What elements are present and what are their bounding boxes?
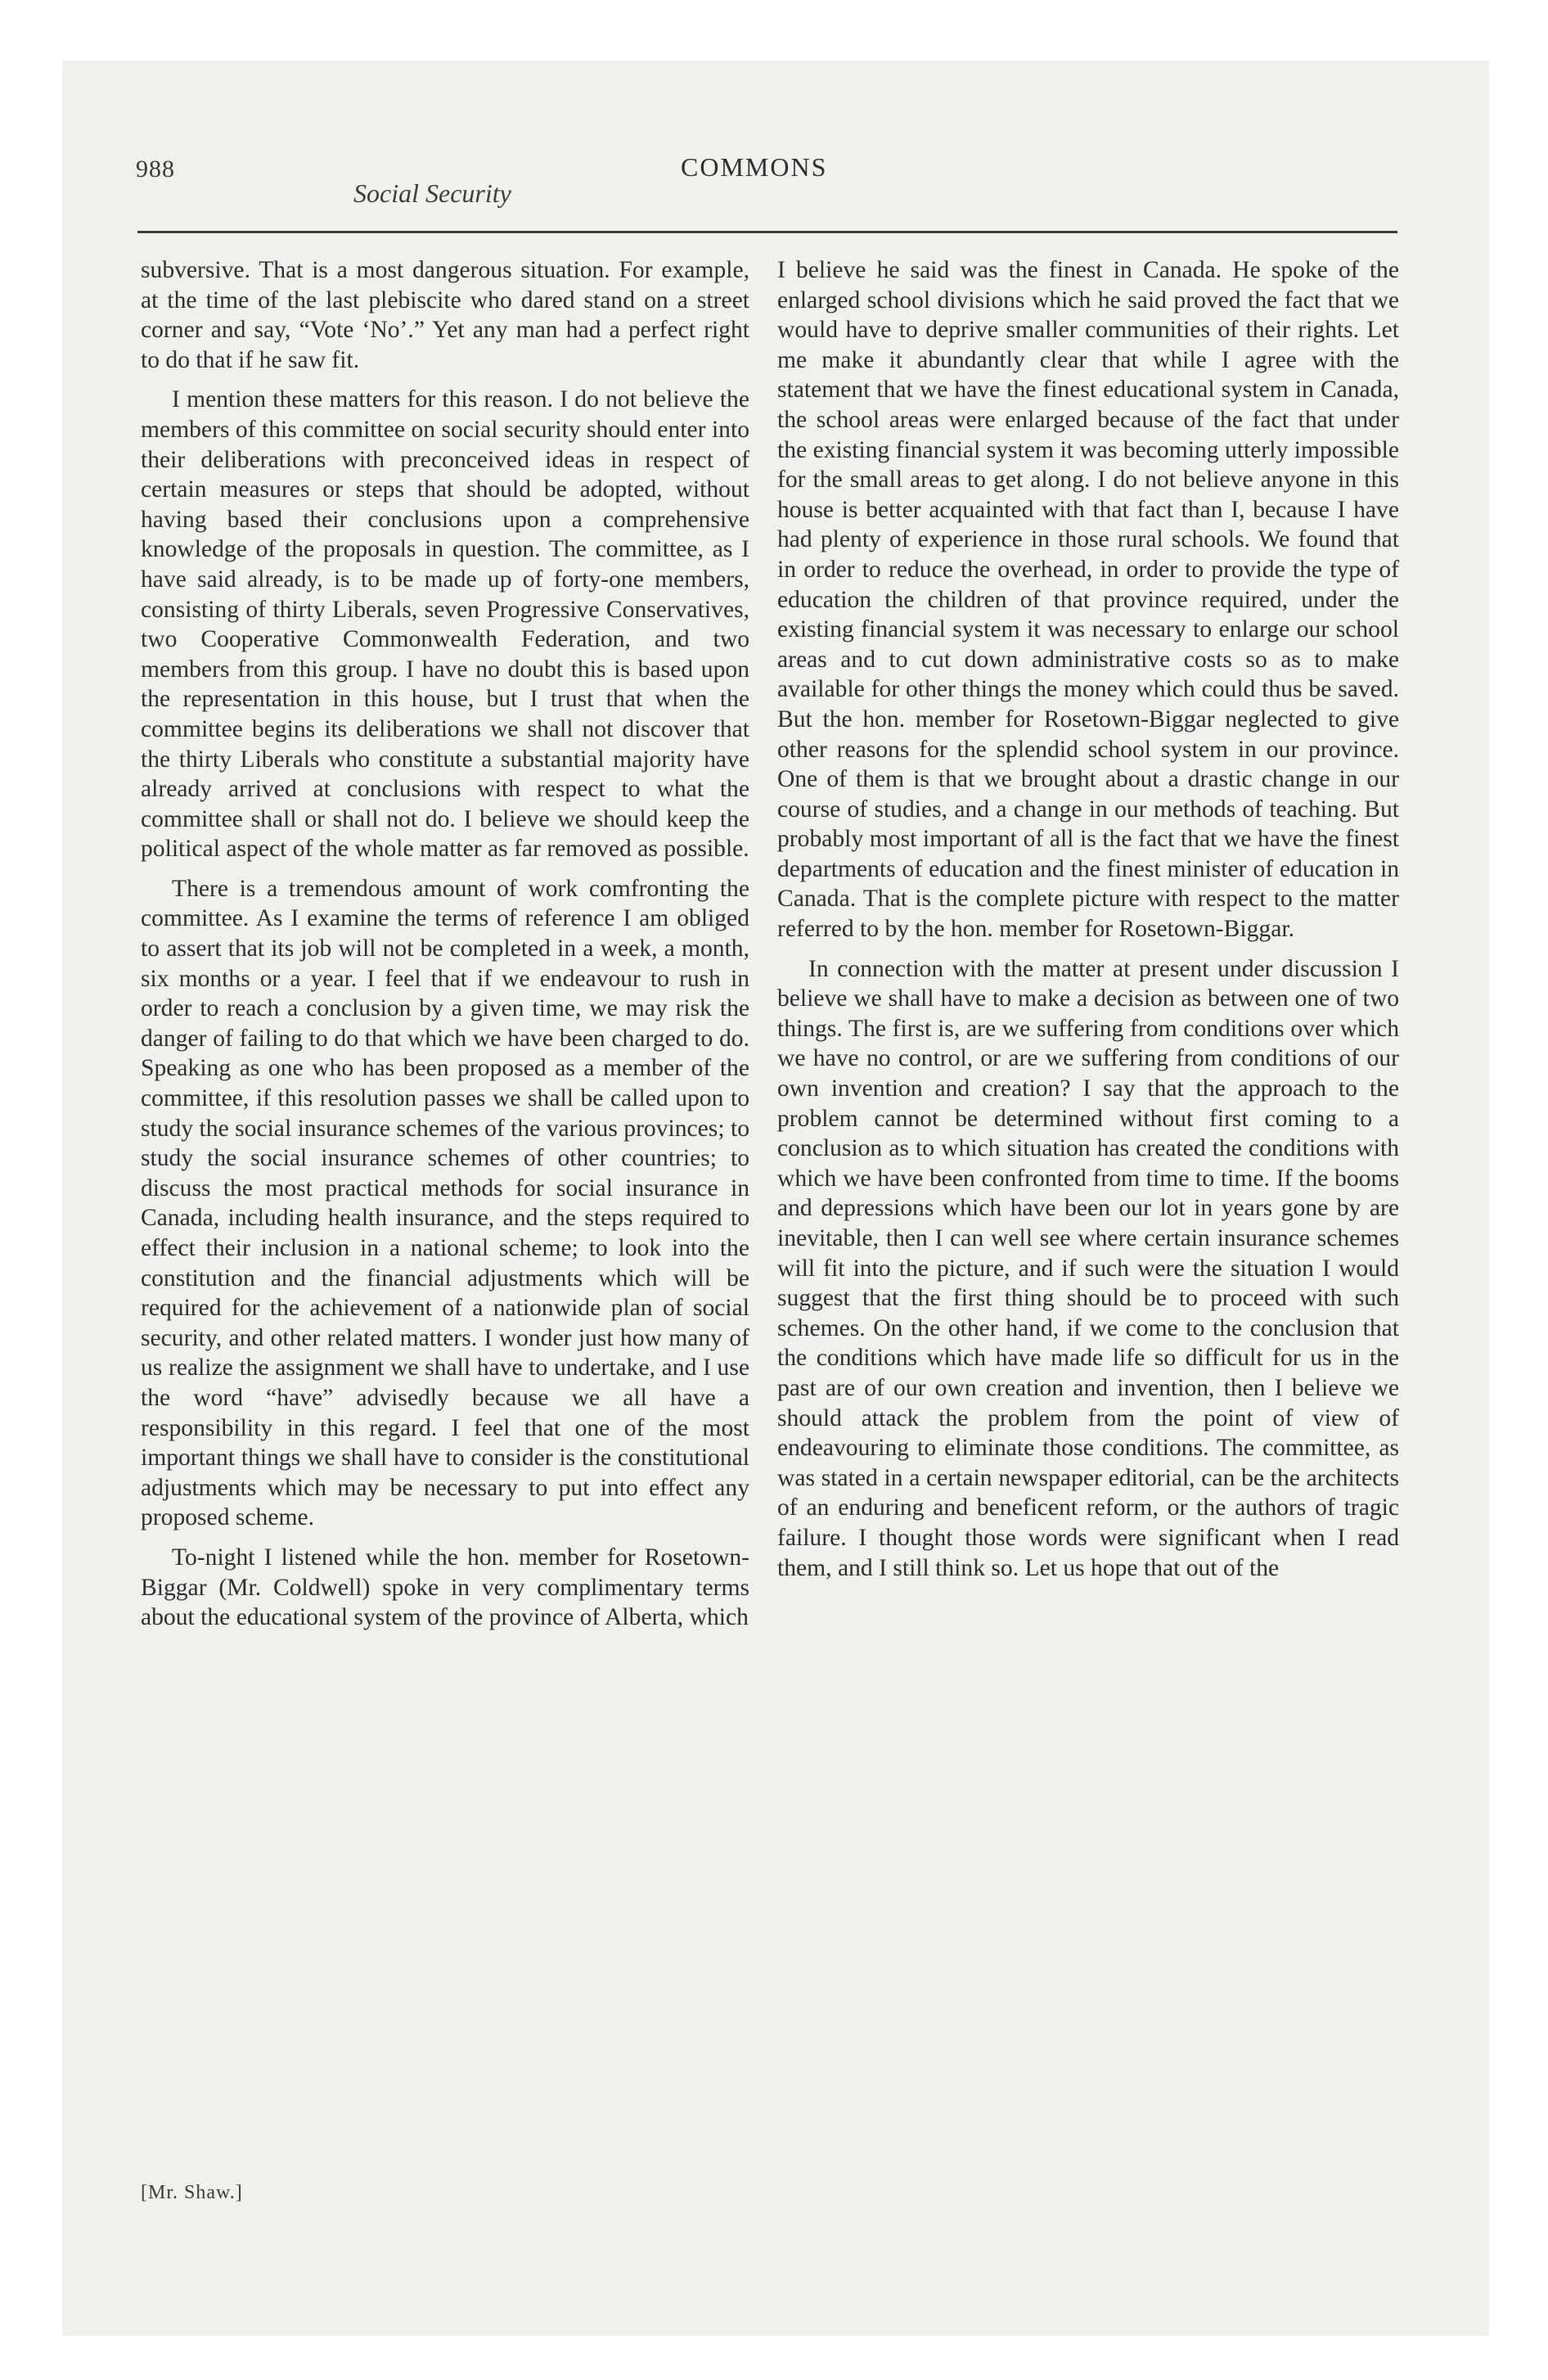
- paragraph: In connection with the matter at present under discussion I believe we shall have to make a decision as between one of two things. The first is, are we suffering from conditions over which we have no control, or are we suffering from conditions of our own invention and creation? I say that the approach to the problem cannot be determined without first coming to a conclusion as to which situation has created the conditions with which we have been confronted from time to time. If the booms and depressions which have been our lot in years gone by are inevitable, then I can well see where certain insurance schemes will fit into the picture, and if such were the situation I would suggest that the first thing should be to proceed with such schemes. On the other hand, if we come to the conclusion that the conditions which have made life so difficult for us in the past are of our own creation and invention, then I believe we should attack the problem from the point of view of endeavouring to eliminate those conditions. The committee, as was stated in a certain newspaper editorial, can be the architects of an enduring and beneficent reform, or the authors of tragic failure. I thought those words were significant when I read them, and I still think so. Let us hope that out of the: [777, 955, 1399, 1581]
- paragraph: I mention these matters for this reason. I do not believe the members of this committee on social security should enter into their deliberations with preconceived ideas in respect of certain measures or steps that should be adopted, without having based their conclusions upon a comprehensive knowledge of the proposals in question. The committee, as I have said already, is to be made up of forty-one members, consisting of thirty Liberals, seven Progressive Conservatives, two Cooperative Commonwealth Federation, and two members from this group. I have no doubt this is based upon the representation in this house, but I trust that when the committee begins its deliberations we shall not discover that the thirty Liberals who constitute a substantial majority have already arrived at conclusions with respect to what the committee shall or shall not do. I believe we should keep the political aspect of the whole matter as far removed as possible.: [141, 386, 749, 863]
- section-title: Social Security: [353, 178, 511, 208]
- paragraph: I believe he said was the finest in Canada. He spoke of the enlarged school divisions which he said proved the fact that we would have to deprive smaller communities of their rights. Let me make it abundantly clear that while I agree with the statement that we have the finest educational system in Canada, the school areas were enlarged because of the fact that under the existing financial system it was becoming utterly impossible for the small areas to get along. I do not believe anyone in this house is better acquainted with that fact than I, because I have had plenty of experience in those rural schools. We found that in order to reduce the overhead, in order to provide the type of education the children of that province required, under the existing financial system it was necessary to enlarge our school areas and to cut down administrative costs so as to make available for other things the money which could thus be saved. But the hon. member for Rosetown-Biggar neglected to give other reasons for the splendid school system in our province. One of them is that we brought about a drastic change in our course of studies, and a change in our methods of teaching. But probably most important of all is the fact that we have the finest departments of education and the finest minister of education in Canada. That is the complete picture with respect to the matter referred to by the hon. member for Rosetown-Biggar.: [777, 257, 1399, 943]
- page-header: [75, 90, 1473, 229]
- page-number: 988: [136, 156, 175, 183]
- left-column: [141, 255, 749, 1643]
- running-head: COMMONS: [681, 152, 828, 182]
- paragraph: There is a tremendous amount of work comfronting the committee. As I examine the terms of reference I am obliged to assert that its job will not be completed in a week, a month, six months or a year. I feel that if we endeavour to rush in order to reach a conclusion by a given time, we may risk the danger of failing to do that which we have been charged to do. Speaking as one who has been proposed as a member of the committee, if this resolution passes we shall be called upon to study the social insurance schemes of the various provinces; to study the social insurance schemes of other countries; to discuss the most practical methods for social insurance in Canada, including health insurance, and the steps required to effect their inclusion in a national scheme; to look into the constitution and the financial adjustments which will be required for the achievement of a nationwide plan of social security, and other related matters. I wonder just how many of us realize the assignment we shall have to undertake, and I use the word “have” advisedly because we all have a responsibility in this regard. I feel that one of the most important things we shall have to consider is the constitutional adjustments which may be necessary to put into effect any proposed scheme.: [141, 875, 749, 1531]
- speaker-note: [Mr. Shaw.]: [141, 2182, 243, 2203]
- paragraph: subversive. That is a most dangerous situation. For example, at the time of the last plebiscite who dared stand on a street corner and say, “Vote ‘No’.” Yet any man had a perfect right to do that if he saw fit.: [141, 257, 749, 373]
- header-rule: [137, 231, 1397, 233]
- paragraph: To-night I listened while the hon. member for Rosetown-Biggar (Mr. Coldwell) spoke in very complimentary terms about the educational system of the province of Alberta, which: [141, 1544, 749, 1631]
- right-column: [777, 255, 1399, 1593]
